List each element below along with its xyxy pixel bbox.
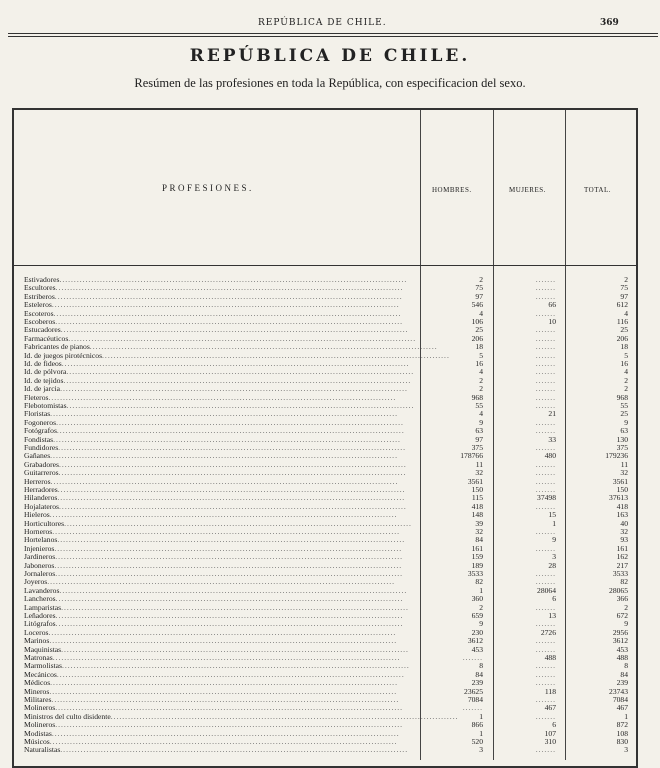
total-value: 162 (616, 552, 628, 562)
hombres-value: 63 (475, 426, 483, 436)
total-value: 23743 (609, 686, 628, 696)
mujeres-value: ....... (535, 342, 556, 352)
total-value: 25 (620, 325, 628, 335)
mujeres-value: 37498 (537, 493, 556, 503)
total-value: 2 (624, 384, 628, 394)
leader-dots: ........................................................................................................................ (51, 728, 400, 738)
mujeres-value: ....... (535, 745, 556, 755)
mujeres-value: 118 (544, 686, 556, 696)
mujeres-value: ....... (535, 459, 556, 469)
hombres-value: 2 (479, 275, 483, 284)
profession-label: Herradores (24, 485, 58, 494)
profession-label: Hieleros (24, 510, 50, 520)
hombres-value: 968 (471, 392, 483, 402)
total-value: 18 (620, 342, 628, 352)
mujeres-value: ....... (535, 476, 556, 486)
mujeres-value: ....... (535, 468, 556, 478)
hombres-value: 3 (479, 745, 483, 755)
leader-dots: ........................................................................................................................ (48, 627, 397, 637)
mujeres-value: ....... (535, 602, 556, 612)
mujeres-value: ....... (535, 543, 556, 553)
total-value: 130 (616, 434, 628, 444)
profession-label: Naturalistas (24, 745, 61, 755)
profession-label: Lavanderos (24, 585, 60, 595)
mujeres-value: ....... (535, 333, 556, 343)
leader-dots: ........................................................................................................................ (55, 720, 404, 730)
profession-name (24, 746, 420, 754)
profession-label: Hojalateros (24, 501, 60, 511)
mujeres-value: 13 (548, 611, 556, 620)
mujeres-value: 107 (544, 728, 556, 738)
mujeres-value: 28064 (537, 585, 556, 595)
mujeres-value: ....... (535, 283, 556, 293)
total-value: 5 (624, 350, 628, 360)
mujeres-value: ....... (535, 359, 556, 368)
profession-label: Hortelanos (24, 535, 58, 545)
mujeres-value: 2726 (540, 627, 556, 637)
leader-dots: ........................................................................................................................ (51, 300, 400, 310)
profession-label: Id. de jarcia (24, 384, 61, 394)
mujeres-value: 21 (548, 409, 556, 419)
leader-dots: ........................................................................................................................ (50, 476, 399, 486)
profession-label: Escoteros (24, 308, 54, 318)
hombres-value: 1 (479, 711, 483, 721)
mujeres-value: ....... (535, 325, 556, 335)
hombres-value: 97 (475, 434, 483, 444)
profession-label: Molineros (24, 703, 56, 713)
mujeres-value: ....... (535, 426, 556, 436)
mujeres-value: ....... (535, 661, 556, 671)
leader-dots: ........................................................................................................................ (55, 611, 404, 620)
page-title: REPÚBLICA DE CHILE. (189, 46, 471, 66)
total-value: 55 (620, 401, 628, 410)
hombres-value: 55 (475, 401, 483, 410)
total-value: 2 (624, 602, 628, 612)
profession-label: Marinos (24, 636, 50, 646)
mujeres-value: ....... (535, 417, 556, 427)
leader-dots: ........................................................................................................................ (52, 527, 401, 536)
leader-dots: ........................................................................................................................ (60, 384, 408, 394)
total-value: 968 (616, 392, 628, 402)
profession-label: Médicos (24, 678, 51, 688)
hombres-value: 150 (471, 485, 483, 494)
profession-label: Id. de fideos (24, 359, 62, 368)
mujeres-value: ....... (535, 669, 556, 679)
total-value: 93 (620, 535, 628, 545)
mujeres-value: ....... (535, 569, 556, 578)
total-value: 3561 (612, 476, 628, 486)
profession-label: Grabadores (24, 459, 59, 469)
column-header-hombres: HOMBRES. (432, 186, 472, 194)
leader-dots: ........................................................................................................................ (60, 325, 409, 335)
profession-label: Lamparistas (24, 602, 62, 612)
hombres-value: 8 (479, 661, 483, 671)
profession-label: Injenieros (24, 543, 55, 553)
mujeres-value: 15 (548, 510, 556, 520)
total-value: 375 (616, 443, 628, 452)
header-separator (14, 265, 636, 266)
total-value: 8 (624, 661, 628, 671)
mujeres-value: ....... (535, 350, 556, 360)
hombres-value: 7084 (467, 695, 483, 704)
total-value: 82 (620, 577, 628, 587)
total-value: 75 (620, 283, 628, 293)
hombres-value: 39 (475, 518, 483, 528)
profession-label: Guitarreros (24, 468, 59, 478)
leader-dots: ........................................................................................................................ (50, 678, 398, 688)
hombres-value: 2 (479, 375, 483, 385)
mujeres-value: ....... (535, 636, 556, 646)
total-value: 37613 (609, 493, 628, 503)
leader-dots: ........................................................................................................................ (59, 275, 408, 284)
profession-label: Hilanderos (24, 493, 58, 503)
profession-label: Farmacéuticos (24, 333, 69, 343)
leader-dots: ........................................................................................................................ (59, 501, 407, 511)
profession-label: Militares (24, 695, 52, 704)
total-value: 150 (616, 485, 628, 494)
column-header-total: TOTAL. (584, 186, 612, 194)
profession-label: Flebotomistas (24, 401, 67, 410)
hombres-value: 106 (471, 317, 483, 326)
leader-dots: ........................................................................................................................ (49, 510, 398, 520)
hombres-value: 4 (479, 308, 483, 318)
profession-label: Esteleros (24, 300, 52, 310)
leader-dots: ........................................................................................................................ (58, 443, 406, 452)
hombres-value: 453 (471, 644, 483, 654)
total-value: 11 (620, 459, 628, 469)
total-value: 9 (624, 417, 628, 427)
mujeres-value: ....... (535, 275, 556, 284)
total-value: 16 (620, 359, 628, 368)
leader-dots: ........................................................................................................................ (54, 543, 403, 553)
total-value: 97 (620, 291, 628, 301)
profession-label: Fleteros (24, 392, 49, 402)
profession-label: Horneros (24, 527, 53, 536)
total-value: 9 (624, 619, 628, 629)
leader-dots: ........................................................................................................................ (47, 577, 396, 587)
leader-dots: ........................................................................................................................ (54, 291, 403, 301)
profession-label: Escultores (24, 283, 56, 293)
profession-label: Mineros (24, 686, 50, 696)
total-value: 2 (624, 275, 628, 284)
mujeres-value: 33 (548, 434, 556, 444)
leader-dots: ........................................................................................................................ (59, 459, 407, 469)
header-rule-double (8, 36, 658, 37)
hombres-value: 115 (471, 493, 483, 503)
profession-label: Estucadores (24, 325, 61, 335)
leader-dots: ........................................................................................................................ (61, 359, 410, 368)
leader-dots: ........................................................................................................................ (53, 434, 401, 444)
total-value: 28065 (609, 585, 628, 595)
hombres-value: 23625 (464, 686, 483, 696)
leader-dots: ........................................................................................................................ (61, 644, 409, 654)
mujeres-value: 1 (552, 518, 556, 528)
profession-label: Fondistas (24, 434, 54, 444)
hombres-value: 189 (471, 560, 483, 570)
leader-dots: ........................................................................................................................ (89, 342, 438, 352)
leader-dots: ........................................................................................................................ (50, 451, 398, 461)
page-subtitle: Resúmen de las profesiones en toda la República, con especificacion del sexo. (134, 76, 526, 90)
total-value: 163 (616, 510, 628, 520)
profession-label: Fogoneros (24, 417, 57, 427)
mujeres-value: ....... (535, 384, 556, 394)
hombres-value: 659 (471, 611, 483, 620)
leader-dots: ........................................................................................................................ (102, 350, 450, 360)
mujeres-value: 66 (548, 300, 556, 310)
hombres-value: 4 (479, 409, 483, 419)
hombres-value: 97 (475, 291, 483, 301)
mujeres-value: ....... (535, 577, 556, 587)
profession-label: Herreros (24, 476, 51, 486)
leader-dots: ........................................................................................................................ (57, 485, 406, 494)
leader-dots: ........................................................................................................................ (66, 367, 415, 377)
leader-dots: ........................................................................................................................ (49, 737, 398, 746)
hombres-value: 230 (471, 627, 483, 637)
profession-label: Id. de pólvora (24, 367, 67, 377)
column-header-mujeres: MUJERES. (509, 186, 546, 194)
mujeres-value: 310 (544, 737, 556, 746)
profession-label: Id. de juegos pirotécnicos (24, 350, 103, 360)
mujeres-value: ....... (535, 308, 556, 318)
total-value: 3 (624, 745, 628, 755)
leader-dots: ........................................................................................................................ (55, 317, 404, 326)
hombres-value: 82 (475, 577, 483, 587)
hombres-value: 32 (475, 527, 483, 536)
column-header-profesiones: PROFESIONES. (162, 183, 254, 193)
total-value: 467 (616, 703, 628, 713)
leader-dots: ........................................................................................................................ (49, 636, 398, 646)
mujeres-value: 9 (552, 535, 556, 545)
mujeres-value: ....... (535, 619, 556, 629)
hombres-value: 1 (479, 585, 483, 595)
hombres-value: 75 (475, 283, 483, 293)
total-value: 32 (620, 468, 628, 478)
leader-dots: ........................................................................................................................ (66, 401, 415, 410)
total-value: 108 (616, 728, 628, 738)
total-value: 161 (616, 543, 628, 553)
total-value: 418 (616, 501, 628, 511)
profession-label: Id. de tejidos (24, 375, 64, 385)
leader-dots: ........................................................................................................................ (55, 703, 404, 713)
leader-dots: ........................................................................................................................ (55, 552, 404, 562)
leader-dots: ........................................................................................................................ (52, 653, 401, 662)
profession-label: Jardineros (24, 552, 56, 562)
profession-label: Escoberos (24, 317, 56, 326)
leader-dots: ........................................................................................................................ (51, 695, 400, 704)
mujeres-value: ....... (535, 711, 556, 721)
hombres-value: 2 (479, 384, 483, 394)
hombres-value: 161 (471, 543, 483, 553)
leader-dots: ........................................................................................................................ (55, 569, 404, 578)
mujeres-value: ....... (535, 392, 556, 402)
leader-dots: ........................................................................................................................ (59, 585, 408, 595)
mujeres-value: 467 (544, 703, 556, 713)
total-value: 4 (624, 367, 628, 377)
profession-label: Marmolistas (24, 661, 62, 671)
hombres-value: 18 (475, 342, 483, 352)
total-value: 7084 (612, 695, 628, 704)
total-value: 239 (616, 678, 628, 688)
total-value: 2956 (612, 627, 628, 637)
profession-label: Joyeros (24, 577, 48, 587)
total-value: 872 (616, 720, 628, 730)
hombres-value: 1 (479, 728, 483, 738)
leader-dots: ........................................................................................................................ (55, 283, 404, 293)
hombres-value: 159 (471, 552, 483, 562)
leader-dots: ........................................................................................................................ (61, 661, 410, 671)
profession-label: Ministros del culto disidente (24, 711, 111, 721)
total-value: 488 (616, 653, 628, 662)
leader-dots: ........................................................................................................................ (68, 333, 417, 343)
hombres-value: 375 (471, 443, 483, 452)
total-value: 830 (616, 737, 628, 746)
hombres-value: 16 (475, 359, 483, 368)
hombres-value: 5 (479, 350, 483, 360)
leader-dots: ........................................................................................................................ (54, 560, 403, 570)
hombres-value: 178766 (460, 451, 483, 461)
leader-dots: ........................................................................................................................ (61, 602, 409, 612)
total-value: 32 (620, 527, 628, 536)
mujeres-value: 480 (544, 451, 556, 461)
profession-label: Gañanes (24, 451, 51, 461)
mujeres-value: ....... (535, 485, 556, 494)
leader-dots: ........................................................................................................................ (56, 417, 404, 427)
leader-dots: ........................................................................................................................ (56, 426, 405, 436)
mujeres-value: ....... (535, 401, 556, 410)
running-head-title: REPÚBLICA DE CHILE. (258, 18, 387, 28)
total-value: 40 (620, 518, 628, 528)
mujeres-value: ....... (535, 695, 556, 704)
page-number: 369 (600, 18, 619, 28)
total-value: 63 (620, 426, 628, 436)
hombres-value: 239 (471, 678, 483, 688)
hombres-value: 546 (471, 300, 483, 310)
profession-label: Fundidores (24, 443, 59, 452)
leader-dots: ........................................................................................................................ (110, 711, 459, 721)
profession-label: Matronas (24, 653, 53, 662)
hombres-value: 866 (471, 720, 483, 730)
profession-label: Loceros (24, 627, 49, 637)
hombres-value: 520 (471, 737, 483, 746)
profession-label: Mecánicos (24, 669, 57, 679)
leader-dots: ........................................................................................................................ (56, 669, 405, 679)
total-value: 4 (624, 308, 628, 318)
leader-dots: ........................................................................................................................ (64, 518, 412, 528)
profession-label: Litógrafos (24, 619, 56, 629)
hombres-value: 4 (479, 367, 483, 377)
profession-label: Horticultores (24, 518, 65, 528)
total-value: 453 (616, 644, 628, 654)
total-value: 116 (616, 317, 628, 326)
mujeres-value: ....... (535, 644, 556, 654)
total-value: 3533 (612, 569, 628, 578)
hombres-value: 360 (471, 594, 483, 604)
total-value: 206 (616, 333, 628, 343)
mujeres-value: ....... (535, 678, 556, 688)
hombres-value: 148 (471, 510, 483, 520)
mujeres-value: ....... (535, 291, 556, 301)
profession-label: Floristas (24, 409, 51, 419)
leader-dots: ........................................................................................................................ (58, 468, 407, 478)
mujeres-value: ....... (535, 375, 556, 385)
mujeres-value: 6 (552, 720, 556, 730)
hombres-value: 32 (475, 468, 483, 478)
hombres-value: 3533 (467, 569, 483, 578)
leader-dots: ........................................................................................................................ (55, 594, 404, 604)
leader-dots: ........................................................................................................................ (53, 308, 402, 318)
profession-label: Músicos (24, 737, 50, 746)
leader-dots: ........................................................................................................................ (57, 493, 406, 503)
hombres-value: 25 (475, 325, 483, 335)
mujeres-value: 10 (548, 317, 556, 326)
hombres-value: 2 (479, 602, 483, 612)
hombres-value: 11 (475, 459, 483, 469)
total-value: 366 (616, 594, 628, 604)
mujeres-value: ....... (535, 501, 556, 511)
mujeres-value: 488 (544, 653, 556, 662)
profession-label: Fabricantes de pianos (24, 342, 90, 352)
mujeres-value: ....... (535, 367, 556, 377)
leader-dots: ........................................................................................................................ (63, 375, 412, 385)
total-value: 1 (624, 711, 628, 721)
hombres-value: 206 (471, 333, 483, 343)
profession-label: Fotógrafos (24, 426, 57, 436)
leader-dots: ........................................................................................................................ (57, 535, 406, 545)
leader-dots: ........................................................................................................................ (60, 745, 409, 755)
profession-label: Maquinistas (24, 644, 62, 654)
leader-dots: ........................................................................................................................ (55, 619, 404, 629)
mujeres-value: 6 (552, 594, 556, 604)
profession-label: Leñadores (24, 611, 56, 620)
running-head (0, 18, 660, 32)
profession-label: Jornaleros (24, 569, 56, 578)
mujeres-value: ....... (535, 443, 556, 452)
profession-label: Modistas (24, 728, 52, 738)
total-value: 25 (620, 409, 628, 419)
profession-label: Jaboneros (24, 560, 55, 570)
total-value: 84 (620, 669, 628, 679)
hombres-value: 418 (471, 501, 483, 511)
total-value: 672 (616, 611, 628, 620)
header-rule (8, 33, 658, 34)
leader-dots: ........................................................................................................................ (48, 392, 397, 402)
total-value: 612 (616, 300, 628, 310)
profession-label: Estivadores (24, 275, 60, 284)
hombres-value: 84 (475, 535, 483, 545)
hombres-value: ....... (462, 653, 483, 662)
mujeres-value: 3 (552, 552, 556, 562)
profession-label: Estriberos (24, 291, 55, 301)
hombres-value: 9 (479, 417, 483, 427)
leader-dots: ........................................................................................................................ (49, 686, 398, 696)
hombres-value: 84 (475, 669, 483, 679)
total-value: 179236 (605, 451, 628, 461)
total-value: 2 (624, 375, 628, 385)
hombres-value: 3561 (467, 476, 483, 486)
leader-dots: ........................................................................................................................ (50, 409, 398, 419)
profession-label: Molineros (24, 720, 56, 730)
hombres-value: 3612 (467, 636, 483, 646)
mujeres-value: 28 (548, 560, 556, 570)
profession-label: Lancheros (24, 594, 56, 604)
hombres-value: ....... (462, 703, 483, 713)
total-value: 3612 (612, 636, 628, 646)
hombres-value: 9 (479, 619, 483, 629)
total-value: 217 (616, 560, 628, 570)
mujeres-value: ....... (535, 527, 556, 536)
table-row (0, 746, 660, 754)
